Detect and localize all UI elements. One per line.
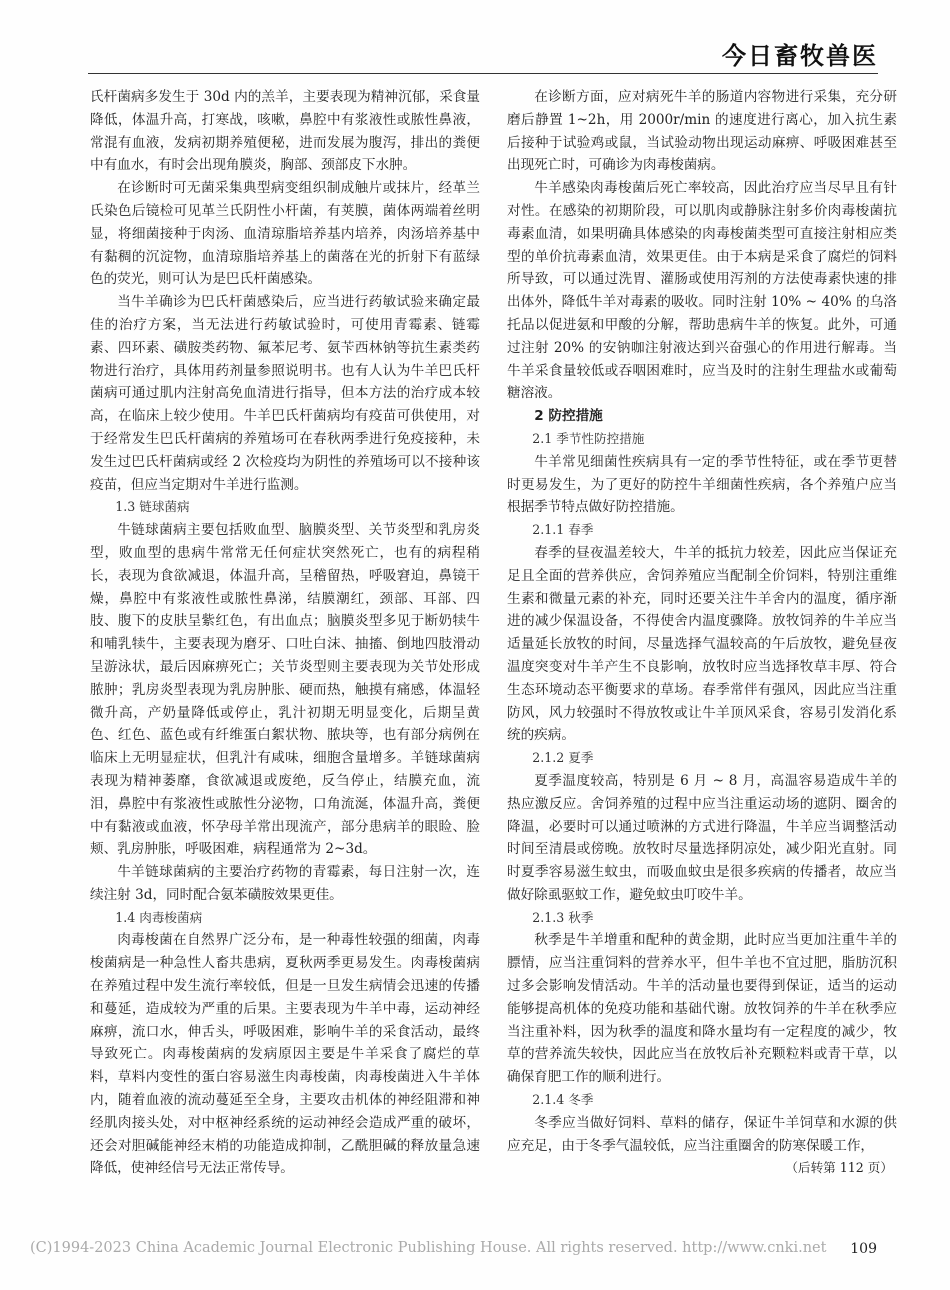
paragraph: 牛羊链球菌病的主要治疗药物的青霉素，每日注射一次，连续注射 3d，同时配合氨苯磺胺效果更佳。 (90, 864, 480, 903)
subsection-heading: 2.1.3 秋季 (532, 909, 594, 925)
paragraph: 夏季温度较高，特别是 6 月 ~ 8 月，高温容易造成牛羊的热应激反应。舍饲养殖的过程中应当注重运动场的遮阴、圈舍的降温，必要时可以通过喷淋的方式进行降温，牛羊应当调整活动时间至清晨或傍晚。放牧时尽量选择阴凉处，减少阳光直射。同时夏季容易滋生蚊虫，而吸血蚊虫是很多疾病的传播者，故应当做好除虱驱蚊工作，避免蚊虫叮咬牛羊。 (507, 772, 897, 903)
subsection-heading: 2.1 季节性防控措施 (532, 430, 645, 446)
subsection-heading: 2.1.2 夏季 (532, 750, 594, 766)
continued-note: （后转第 112 页） (785, 1160, 893, 1176)
paragraph: 牛羊感染肉毒梭菌后死亡率较高，因此治疗应当尽早且有针对性。在感染的初期阶段，可以肌肉或静脉注射多价肉毒梭菌抗毒素血清，如果明确具体感染的肉毒梭菌类型可直接注射相应类型的单价抗毒素血清，效果更佳。由于本病是采食了腐烂的饲料所导致，可以通过洗胃、灌肠或使用泻剂的方法使毒素快速的排出体外，降低牛羊对毒素的吸收。同时注射 10% ~ 40% 的乌洛托品以促进氨和甲酸的分解，帮助患病牛羊的恢复。此外，可通过注射 20% 的安钠咖注射液达到兴奋强心的作用进行解毒。当牛羊采食量较低或吞咽困难时，应当及时的注射生理盐水或葡萄糖溶液。 (507, 180, 897, 402)
paragraph: 在诊断方面，应对病死牛羊的肠道内容物进行采集，充分研磨后静置 1~2h，用 2000r/min 的速度进行离心，加入抗生素后接种于试验鸡或鼠，当试验动物出现运动麻痹、呼吸困难甚至出现死亡时，可确诊为肉毒梭菌病。 (507, 89, 897, 174)
paragraph: 在诊断时可无菌采集典型病变组织制成触片或抹片，经革兰氏染色后镜检可见革兰氏阴性小杆菌，有荚膜，菌体两端着丝明显，将细菌接种于肉汤、血清琼脂培养基内培养，肉汤培养基中有黏稠的沉淀物，血清琼脂培养基上的菌落在光的折射下有蓝绿色的荧光，则可认为是巴氏杆菌感染。 (90, 180, 480, 288)
paragraph: 牛链球菌病主要包括败血型、脑膜炎型、关节炎型和乳房炎型，败血型的患病牛常常无任何症状突然死亡，也有的病程稍长，表现为食欲减退，体温升高，呈稽留热，呼吸窘迫，鼻镜干燥，鼻腔中有浆液性或脓性鼻涕，结膜潮红，颈部、耳部、四肢、腹下的皮肤呈紫红色，有出血点；脑膜炎型多见于断奶犊牛和哺乳犊牛，主要表现为磨牙、口吐白沫、抽搐、倒地四肢滑动呈游泳状，最后因麻痹死亡；关节炎型则主要表现为关节处形成脓肿；乳房炎型表现为乳房肿胀、硬而热，触摸有痛感，体温轻微升高，产奶量降低或停止，乳汁初期无明显变化，后期呈黄色、红色、蓝色或有纤维蛋白絮状物、脓块等，也有部分病例在临床上无明显症状，但乳汁有咸味，细胞含量增多。羊链球菌病表现为精神萎靡，食欲减退或废绝，反刍停止，结膜充血，流泪，鼻腔中有浆液性或脓性分泌物，口角流涎，体温升高，粪便中有黏液或血液，怀孕母羊常出现流产，部分患病羊的眼睑、脸颊、乳房肿胀，呼吸困难，病程通常为 2~3d。 (90, 522, 480, 858)
paragraph: 肉毒梭菌在自然界广泛分布，是一种毒性较强的细菌，肉毒梭菌病是一种急性人畜共患病，夏秋两季更易发生。肉毒梭菌病在养殖过程中发生流行率较低，但是一旦发生病情会迅速的传播和蔓延，造成较为严重的后果。主要表现为牛羊中毒，运动神经麻痹，流口水，伸舌头，呼吸困难，影响牛羊的采食活动，最终导致死亡。肉毒梭菌病的发病原因主要是牛羊采食了腐烂的草料，草料内变性的蛋白容易滋生肉毒梭菌，肉毒梭菌进入牛羊体内，随着血液的流动蔓延至全身，主要攻击机体的神经阻滞和神经肌肉接头处，对中枢神经系统的运动神经会造成严重的破坏，还会对胆碱能神经末梢的功能造成抑制，乙酰胆碱的释放量急速降低，使神经信号无法正常传导。 (90, 932, 480, 1177)
right-column (507, 86, 897, 1180)
paragraph: 秋季是牛羊增重和配种的黄金期，此时应当更加注重牛羊的膘情，应当注重饲料的营养水平，但牛羊也不宜过肥，脂肪沉积过多会影响发情活动。牛羊的活动量也要得到保证，适当的运动能够提高机体的免疫功能和基础代谢。放牧饲养的牛羊在秋季应当注重补料，因为秋季的温度和降水量均有一定程度的减少，牧草的营养流失较快，因此应当在放牧后补充颗粒料或青干草，以确保育肥工作的顺利进行。 (507, 932, 897, 1086)
paragraph: 牛羊常见细菌性疾病具有一定的季节性特征，或在季节更替时更易发生，为了更好的防控牛羊细菌性疾病，各个养殖户应当根据季节特点做好防控措施。 (507, 453, 897, 516)
page-number: 109 (850, 1241, 877, 1257)
paragraph: 春季的昼夜温差较大，牛羊的抵抗力较差，因此应当保证充足且全面的营养供应，舍饲养殖应当配制全价饲料，特别注重维生素和微量元素的补充，同时还要关注牛羊舍内的温度，循序渐进的减少保温设备，不得使舍内温度骤降。放牧饲养的牛羊应当适量延长放牧的时间，尽量选择气温较高的午后放牧，避免昼夜温度突变对牛羊产生不良影响，放牧时应当选择牧草丰厚、符合生态环境动态平衡要求的草场。春季常伴有强风，因此应当注重防风，风力较强时不得放牧或让牛羊顶风采食，容易引发消化系统的疾病。 (507, 544, 897, 744)
copyright-footer: (C)1994-2023 China Academic Journal Electronic Publishing House. All rights reserved. http://www.cnki.net (30, 1240, 827, 1256)
subsection-heading: 2.1.1 春季 (532, 522, 594, 538)
section-heading: 1.4 肉毒梭菌病 (115, 909, 203, 925)
section-heading: 2 防控措施 (534, 408, 603, 425)
header-rule (88, 73, 878, 74)
left-column (90, 86, 480, 1180)
paragraph: 氏杆菌病多发生于 30d 内的羔羊，主要表现为精神沉郁，采食量降低，体温升高，打寒战，咳嗽，鼻腔中有浆液性或脓性鼻液，常混有血液，发病初期养殖便秘，进而发展为腹泻，排出的粪便中有血水，有时会出现角膜炎，胸部、颈部皮下水肿。 (90, 89, 480, 174)
section-heading: 1.3 链球菌病 (115, 499, 190, 515)
paragraph: 当牛羊确诊为巴氏杆菌感染后，应当进行药敏试验来确定最佳的治疗方案，当无法进行药敏试验时，可使用青霉素、链霉素、四环素、磺胺类药物、氟苯尼考、氨苄西林钠等抗生素类药物进行治疗，具体用药剂量参照说明书。也有人认为牛羊巴氏杆菌病可通过肌内注射高免血清进行指导，但本方法的治疗成本较高，在临床上较少使用。牛羊巴氏杆菌病均有疫苗可供使用，对于经常发生巴氏杆菌病的养殖场可在春秋两季进行免疫接种，未发生过巴氏杆菌病或经 2 次检疫均为阴性的养殖场可以不接种该疫苗，但应当定期对牛羊进行监测。 (90, 294, 480, 493)
journal-title: 今日畜牧兽医 (722, 42, 878, 70)
subsection-heading: 2.1.4 冬季 (532, 1092, 594, 1108)
paragraph: 冬季应当做好饲料、草料的储存，保证牛羊饲草和水源的供应充足，由于冬季气温较低，应当注重圈舍的防寒保暖工作， (507, 1114, 897, 1154)
